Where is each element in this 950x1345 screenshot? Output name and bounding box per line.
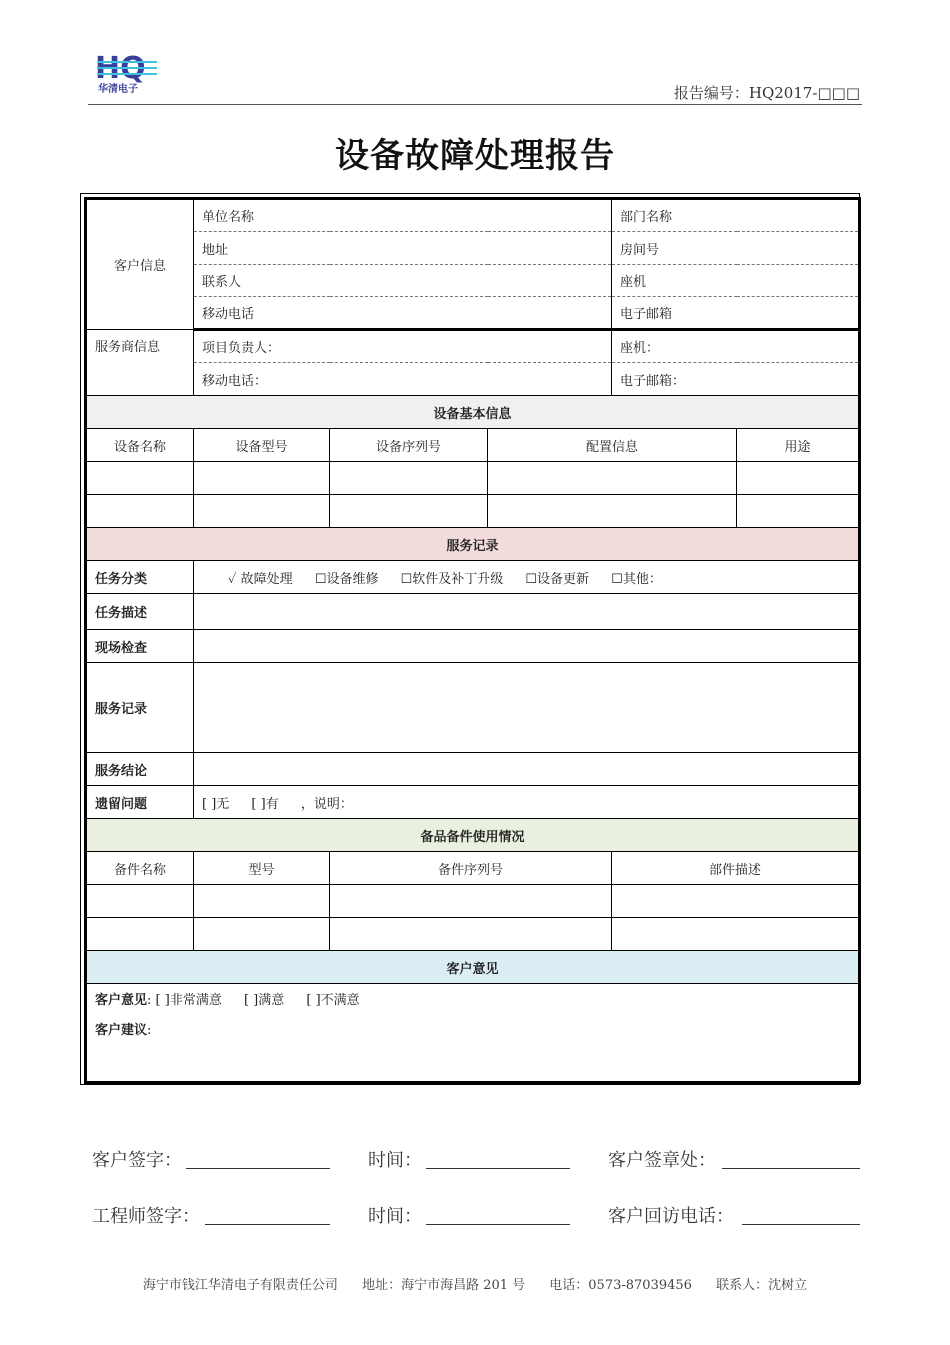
time-line-1[interactable] <box>426 1168 570 1169</box>
field-mobile[interactable]: 移动电话 <box>194 297 612 330</box>
customer-stamp-label: 客户签章处： <box>608 1150 716 1171</box>
task-type-options <box>194 561 860 594</box>
service-conclusion-label: 服务结论 <box>86 753 194 786</box>
task-type-label: 任务分类 <box>86 561 194 594</box>
engineer-signature-label: 工程师签字： <box>92 1206 200 1227</box>
suggestion-label: 客户建议 <box>95 1023 148 1038</box>
opinion-very-satisfied[interactable]: [ ]非常满意 <box>155 993 222 1008</box>
equipment-cell[interactable] <box>194 495 330 528</box>
site-inspection-label: 现场检查 <box>86 630 194 663</box>
parts-col-model: 型号 <box>194 852 330 885</box>
equipment-cell[interactable] <box>194 462 330 495</box>
task-description-label: 任务描述 <box>86 594 194 630</box>
parts-col-name: 备件名称 <box>86 852 194 885</box>
feedback-section-title: 客户意见 <box>86 951 860 984</box>
feedback-area <box>86 984 860 1083</box>
report-number: 报告编号：HQ2017-□□□ <box>673 84 860 102</box>
parts-row <box>86 918 860 951</box>
provider-info-label: 服务商信息 <box>86 330 194 396</box>
opinion-colon: : <box>147 993 152 1008</box>
customer-stamp-line[interactable] <box>722 1168 860 1169</box>
outstanding-issue-label: 遗留问题 <box>86 786 194 819</box>
parts-cell[interactable] <box>330 918 612 951</box>
task-option-fault-handling[interactable]: ✓ 故障处理 <box>228 571 293 587</box>
service-record-field[interactable] <box>194 663 860 753</box>
time-line-2[interactable] <box>426 1224 570 1225</box>
opinion-label: 客户意见 <box>95 993 148 1008</box>
suggestion-line <box>95 1016 850 1046</box>
service-section-title: 服务记录 <box>86 528 860 561</box>
header-divider <box>88 104 862 105</box>
logo-subtitle: 华清电子 <box>98 84 138 95</box>
parts-section-title: 备品备件使用情况 <box>86 819 860 852</box>
field-provider-mobile[interactable]: 移动电话： <box>194 363 612 396</box>
customer-info-label: 客户信息 <box>86 199 194 330</box>
parts-cell[interactable] <box>612 918 860 951</box>
issue-option-none[interactable]: [ ]无 <box>202 796 230 812</box>
report-form <box>84 197 861 1084</box>
footer-company: 海宁市钱江华清电子有限责任公司 <box>142 1278 338 1293</box>
equipment-col-config: 配置信息 <box>488 429 737 462</box>
parts-col-serial: 备件序列号 <box>330 852 612 885</box>
field-room-number[interactable]: 房间号 <box>612 232 860 265</box>
equipment-cell[interactable] <box>737 495 860 528</box>
field-landline[interactable]: 座机 <box>612 265 860 297</box>
equipment-col-serial: 设备序列号 <box>330 429 488 462</box>
equipment-section-title: 设备基本信息 <box>86 396 860 429</box>
field-company-name[interactable]: 单位名称 <box>194 199 612 232</box>
footer-phone: 电话：0573-87039456 <box>549 1278 692 1293</box>
task-option-software-update[interactable]: ☐软件及补丁升级 <box>400 571 504 587</box>
logo-text: HQ <box>95 51 146 86</box>
opinion-unsatisfied[interactable]: [ ]不满意 <box>306 993 360 1008</box>
equipment-cell[interactable] <box>330 462 488 495</box>
parts-cell[interactable] <box>86 885 194 918</box>
equipment-col-model: 设备型号 <box>194 429 330 462</box>
field-email[interactable]: 电子邮箱 <box>612 297 860 330</box>
parts-cell[interactable] <box>194 918 330 951</box>
parts-cell[interactable] <box>86 918 194 951</box>
equipment-cell[interactable] <box>488 462 737 495</box>
callback-phone-line[interactable] <box>742 1224 860 1225</box>
issue-option-yes[interactable]: [ ]有 <box>251 796 279 812</box>
footer-contact: 联系人：沈树立 <box>716 1278 808 1293</box>
service-conclusion-field[interactable] <box>194 753 860 786</box>
time-label-1: 时间： <box>368 1150 422 1171</box>
customer-signature-line[interactable] <box>186 1168 330 1169</box>
field-department[interactable]: 部门名称 <box>612 199 860 232</box>
suggestion-colon: : <box>147 1023 152 1038</box>
customer-signature-label: 客户签字： <box>92 1150 182 1171</box>
equipment-cell[interactable] <box>488 495 737 528</box>
document-title: 设备故障处理报告 <box>335 136 615 176</box>
task-option-equipment-update[interactable]: ☐设备更新 <box>525 571 590 587</box>
parts-row <box>86 885 860 918</box>
field-project-lead[interactable]: 项目负责人： <box>194 330 612 363</box>
opinion-satisfied[interactable]: [ ]满意 <box>243 993 285 1008</box>
field-contact-person[interactable]: 联系人 <box>194 265 612 297</box>
site-inspection-field[interactable] <box>194 630 860 663</box>
issue-explanation-label: ，说明： <box>300 796 353 812</box>
parts-cell[interactable] <box>330 885 612 918</box>
task-option-other[interactable]: ☐其他： <box>611 571 662 587</box>
equipment-col-usage: 用途 <box>737 429 860 462</box>
equipment-cell[interactable] <box>330 495 488 528</box>
field-provider-landline[interactable]: 座机： <box>612 330 860 363</box>
outstanding-issue-options <box>194 786 860 819</box>
parts-col-description: 部件描述 <box>612 852 860 885</box>
callback-phone-label: 客户回访电话： <box>608 1206 734 1227</box>
parts-cell[interactable] <box>612 885 860 918</box>
equipment-cell[interactable] <box>86 462 194 495</box>
field-provider-email[interactable]: 电子邮箱： <box>612 363 860 396</box>
equipment-col-name: 设备名称 <box>86 429 194 462</box>
opinion-line <box>95 986 850 1016</box>
task-option-maintenance[interactable]: ☐设备维修 <box>314 571 379 587</box>
time-label-2: 时间： <box>368 1206 422 1227</box>
parts-cell[interactable] <box>194 885 330 918</box>
engineer-signature-line[interactable] <box>205 1224 330 1225</box>
company-logo <box>95 50 165 96</box>
service-record-label: 服务记录 <box>86 663 194 753</box>
equipment-cell[interactable] <box>86 495 194 528</box>
footer-address: 地址：海宁市海昌路 201 号 <box>362 1278 526 1293</box>
equipment-row <box>86 495 860 528</box>
field-address[interactable]: 地址 <box>194 232 612 265</box>
page-footer <box>0 1274 950 1293</box>
equipment-row <box>86 462 860 495</box>
task-description-field[interactable] <box>194 594 860 630</box>
equipment-cell[interactable] <box>737 462 860 495</box>
